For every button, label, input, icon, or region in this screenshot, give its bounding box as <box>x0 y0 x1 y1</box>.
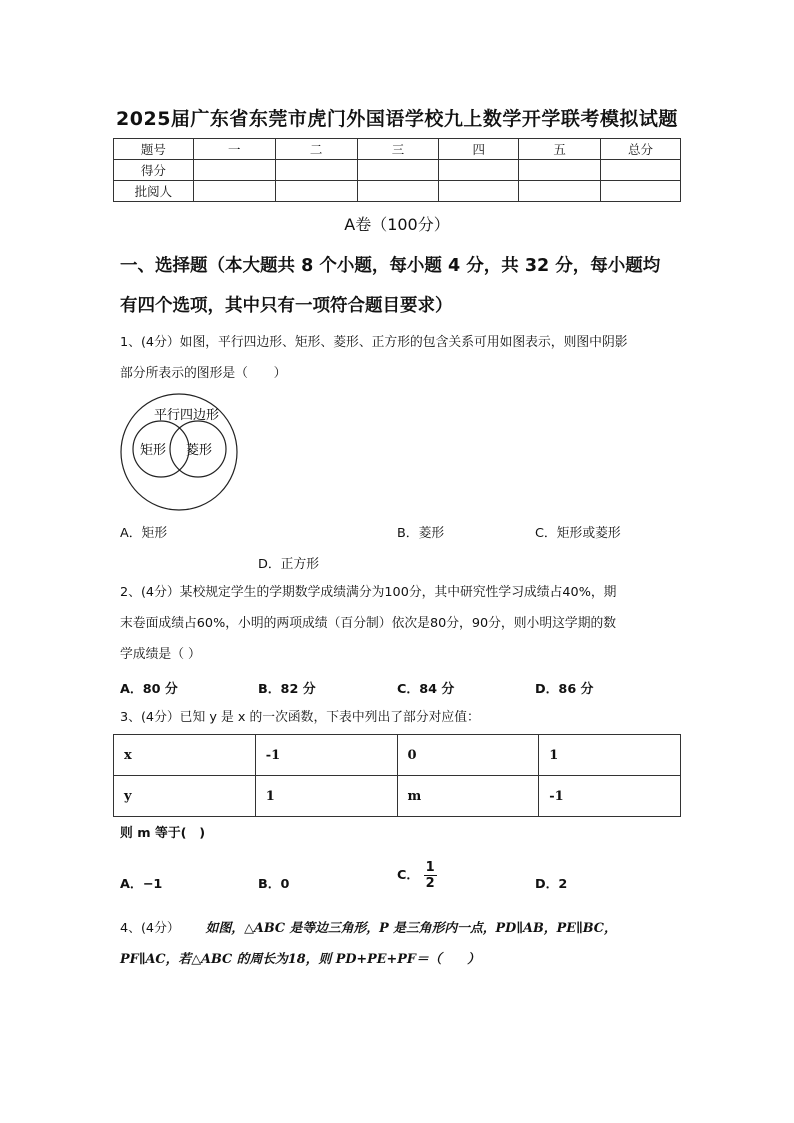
q1-option-c[interactable]: C．矩形或菱形 <box>535 526 621 541</box>
q4-prefix: 4、(4分） <box>120 921 180 936</box>
score-table-cell <box>601 181 681 202</box>
q3-table-value: m <box>397 776 539 817</box>
q1-option-a[interactable]: A．矩形 <box>120 526 168 541</box>
q3-option-d[interactable]: D．2 <box>535 877 568 892</box>
score-table-cell <box>357 160 439 181</box>
q1-option-b[interactable]: B．菱形 <box>397 526 445 541</box>
q4-line1 <box>120 913 685 944</box>
q3-option-b[interactable]: B．0 <box>258 877 290 892</box>
q3-table-variable: y <box>114 776 256 817</box>
part1-heading-line2: 有四个选项，其中只有一项符合题目要求） <box>120 296 453 316</box>
score-table <box>113 138 681 202</box>
score-table-row-label: 批阅人 <box>114 181 194 202</box>
q2-line3: 学成绩是（ ） <box>120 647 201 662</box>
q2-stem <box>120 577 685 670</box>
score-table-cell <box>601 160 681 181</box>
score-table-header-cell: 总分 <box>601 139 681 160</box>
score-table-cell <box>193 181 275 202</box>
q3-option-c[interactable] <box>397 860 437 891</box>
score-table-header-cell: 题号 <box>114 139 194 160</box>
q3-value-table <box>113 734 681 817</box>
q2-option-d[interactable]: D．86 分 <box>535 682 594 697</box>
score-table-cell <box>275 160 357 181</box>
q1-venn-diagram <box>118 392 242 514</box>
q4-line1-text: 如图，△ABC 是等边三角形，P 是三角形内一点，PD∥AB，PE∥BC， <box>205 921 617 936</box>
q1-line2: 部分所表示的图形是（ ） <box>120 366 287 381</box>
q3-option-a[interactable]: A．−1 <box>120 877 163 892</box>
q2-line2: 末卷面成绩占60%，小明的两项成绩（百分制）依次是80分，90分，则小明这学期的数 <box>120 616 617 631</box>
q2-option-b[interactable]: B．82 分 <box>258 682 316 697</box>
score-table-cell <box>193 160 275 181</box>
venn-label-outer: 平行四边形 <box>154 408 220 423</box>
q2-option-c[interactable]: C．84 分 <box>397 682 455 697</box>
q3-table-row <box>114 776 681 817</box>
q1-option-d[interactable]: D．正方形 <box>258 557 320 572</box>
venn-label-left: 矩形 <box>140 443 167 458</box>
q4-stem <box>120 913 685 975</box>
venn-label-right: 菱形 <box>186 443 213 458</box>
q3-table-value: -1 <box>539 776 681 817</box>
q4-line2: PF∥AC，若△ABC 的周长为18，则 PD+PE+PF＝（ ） <box>120 952 480 967</box>
score-table-header-cell: 五 <box>519 139 601 160</box>
part1-heading-line1: 一、选择题（本大题共 8 个小题，每小题 4 分，共 32 分，每小题均 <box>120 256 661 276</box>
q3-line1: 3、(4分）已知 y 是 x 的一次函数，下表中列出了部分对应值： <box>120 710 480 725</box>
score-table-cell <box>357 181 439 202</box>
q3-table-value: -1 <box>255 735 397 776</box>
section-a-heading: A卷（100分） <box>344 215 450 234</box>
q3-table-variable: x <box>114 735 256 776</box>
q3-table-value: 1 <box>539 735 681 776</box>
q3-table-value: 0 <box>397 735 539 776</box>
score-table-header-cell: 二 <box>275 139 357 160</box>
score-table-row-label: 得分 <box>114 160 194 181</box>
fraction-numerator: 1 <box>425 860 435 875</box>
fraction-denominator: 2 <box>425 876 435 891</box>
q3-line2: 则 m 等于( ) <box>120 826 206 841</box>
score-table-cell <box>275 181 357 202</box>
score-table-header-cell: 四 <box>439 139 519 160</box>
exam-title: 2025届广东省东莞市虎门外国语学校九上数学开学联考模拟试题 <box>116 108 678 130</box>
q2-option-a[interactable]: A．80 分 <box>120 682 178 697</box>
score-table-cell <box>439 160 519 181</box>
score-table-row <box>114 160 681 181</box>
q3-option-c-label: C． <box>397 868 420 883</box>
q3-table-value: 1 <box>255 776 397 817</box>
q3-option-c-fraction <box>424 860 437 891</box>
q1-stem <box>120 327 685 389</box>
q3-table-row <box>114 735 681 776</box>
score-table-cell <box>519 160 601 181</box>
q2-line1: 2、(4分）某校规定学生的学期数学成绩满分为100分，其中研究性学习成绩占40%，期 <box>120 585 617 600</box>
score-table-header-cell: 一 <box>193 139 275 160</box>
score-table-cell <box>519 181 601 202</box>
q1-line1: 1、(4分）如图，平行四边形、矩形、菱形、正方形的包含关系可用如图表示，则图中阴影 <box>120 335 628 350</box>
score-table-header-cell: 三 <box>357 139 439 160</box>
score-table-cell <box>439 181 519 202</box>
score-table-row <box>114 181 681 202</box>
score-table-header-row <box>114 139 681 160</box>
